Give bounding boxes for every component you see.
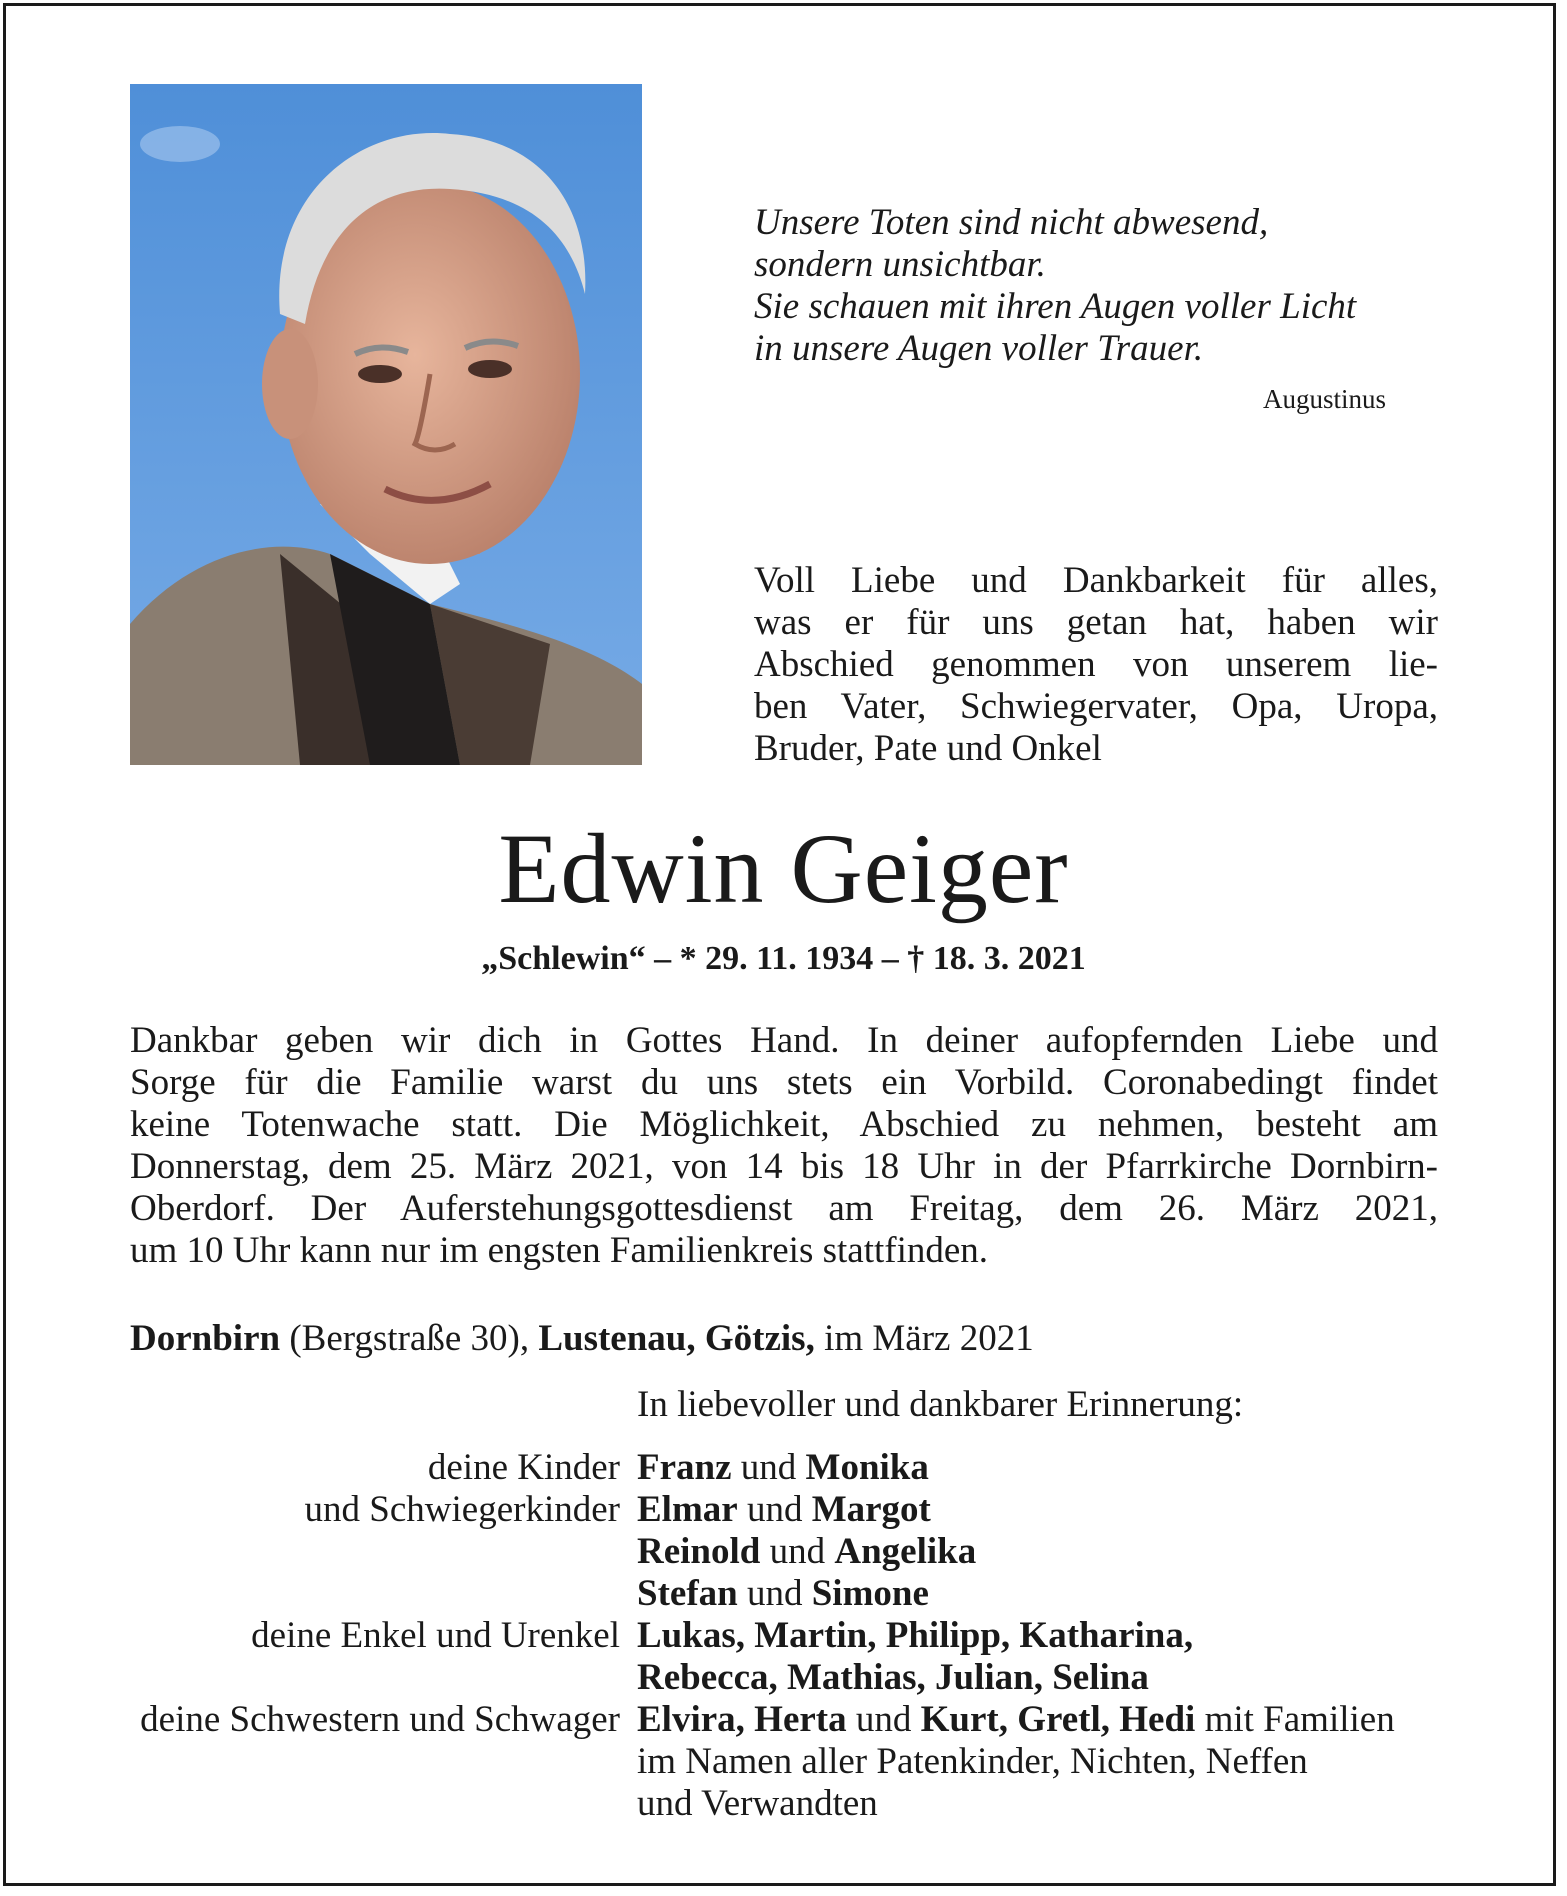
memory-heading: In liebevoller und dankbarer Erinnerung: [637, 1384, 1244, 1425]
closing-line: und Verwandten [637, 1783, 878, 1824]
family-row [0, 1531, 1567, 1573]
name: Reinold [637, 1531, 761, 1572]
name: Elvira, Herta [637, 1699, 847, 1740]
intro-line: ben Vater, Schwiegervater, Opa, Uropa, [754, 686, 1438, 727]
intro-line: Voll Liebe und Dankbarkeit für alles, [754, 560, 1438, 601]
intro-paragraph [754, 560, 1438, 770]
name: Lukas, Martin, Philipp, Katharina, [637, 1615, 1194, 1656]
name: Angelika [834, 1531, 977, 1572]
family-row [0, 1741, 1567, 1783]
family-names [637, 1657, 1149, 1699]
place-cities: Lustenau, Götzis, [538, 1318, 815, 1359]
quote-text [754, 202, 1404, 370]
suffix: mit Familien [1195, 1699, 1395, 1740]
family-row [0, 1615, 1567, 1657]
intro-line: was er für uns getan hat, haben wir [754, 602, 1438, 643]
name: Margot [811, 1489, 931, 1530]
family-row [0, 1699, 1567, 1741]
name: Stefan [637, 1573, 738, 1614]
family-label: deine Enkel und Urenkel [251, 1615, 620, 1656]
quote-line: Sie schauen mit ihren Augen voller Licht [754, 286, 1357, 327]
family-row [0, 1489, 1567, 1531]
family-row [0, 1783, 1567, 1825]
place-date: im März 2021 [814, 1318, 1034, 1359]
name: Kurt, Gretl, Hedi [920, 1699, 1196, 1740]
name: Simone [811, 1573, 929, 1614]
conjunction: und [846, 1699, 921, 1740]
quote-author: Augustinus [1262, 384, 1386, 414]
life-dates: „Schlewin“ – * 29. 11. 1934 – † 18. 3. 2021 [481, 940, 1086, 977]
conjunction: und [737, 1573, 812, 1614]
family-label: deine Kinder [427, 1447, 620, 1488]
place-address: (Bergstraße 30), [280, 1318, 539, 1359]
name: Elmar [637, 1489, 738, 1530]
family-names [637, 1573, 929, 1615]
family-names [637, 1489, 931, 1531]
quote-line: in unsere Augen voller Trauer. [754, 328, 1204, 369]
family-row [0, 1657, 1567, 1699]
conjunction: und [731, 1447, 806, 1488]
portrait-photo [130, 84, 642, 765]
family-names [637, 1447, 929, 1489]
intro-line: Bruder, Pate und Onkel [754, 728, 1102, 769]
deceased-name: Edwin Geiger [498, 813, 1069, 924]
body-line: um 10 Uhr kann nur im engsten Familienkreis stattfinden. [130, 1230, 989, 1271]
name: Rebecca, Mathias, Julian, Selina [637, 1657, 1149, 1698]
family-names [637, 1615, 1193, 1657]
quote-line: sondern unsichtbar. [754, 244, 1046, 285]
quote-line: Unsere Toten sind nicht abwesend, [754, 202, 1269, 243]
family-list [0, 1447, 1567, 1825]
body-line: Dankbar geben wir dich in Gottes Hand. In deiner aufopfernden Liebe und [130, 1020, 1438, 1061]
family-label: und Schwiegerkinder [304, 1489, 620, 1530]
family-names [637, 1531, 976, 1573]
closing-line: im Namen aller Patenkinder, Nichten, Neffen [637, 1741, 1308, 1782]
conjunction: und [760, 1531, 835, 1572]
body-line: keine Totenwache statt. Die Möglichkeit, Abschied zu nehmen, besteht am [130, 1104, 1438, 1145]
body-line: Sorge für die Familie warst du uns stets ein Vorbild. Coronabedingt findet [130, 1062, 1438, 1103]
body-paragraph [130, 1020, 1438, 1272]
family-label: deine Schwestern und Schwager [140, 1699, 620, 1740]
place-city: Dornbirn [130, 1318, 281, 1359]
family-row [0, 1447, 1567, 1489]
family-names [637, 1699, 1395, 1741]
conjunction: und [737, 1489, 812, 1530]
body-line: Donnerstag, dem 25. März 2021, von 14 bis 18 Uhr in der Pfarrkirche Dornbirn- [130, 1146, 1438, 1187]
family-row [0, 1573, 1567, 1615]
place-and-date [130, 1318, 1430, 1360]
intro-line: Abschied genommen von unserem lie- [754, 644, 1438, 685]
body-line: Oberdorf. Der Auferstehungsgottesdienst am Freitag, dem 26. März 2021, [130, 1188, 1438, 1229]
name: Franz [637, 1447, 732, 1488]
name: Monika [805, 1447, 929, 1488]
